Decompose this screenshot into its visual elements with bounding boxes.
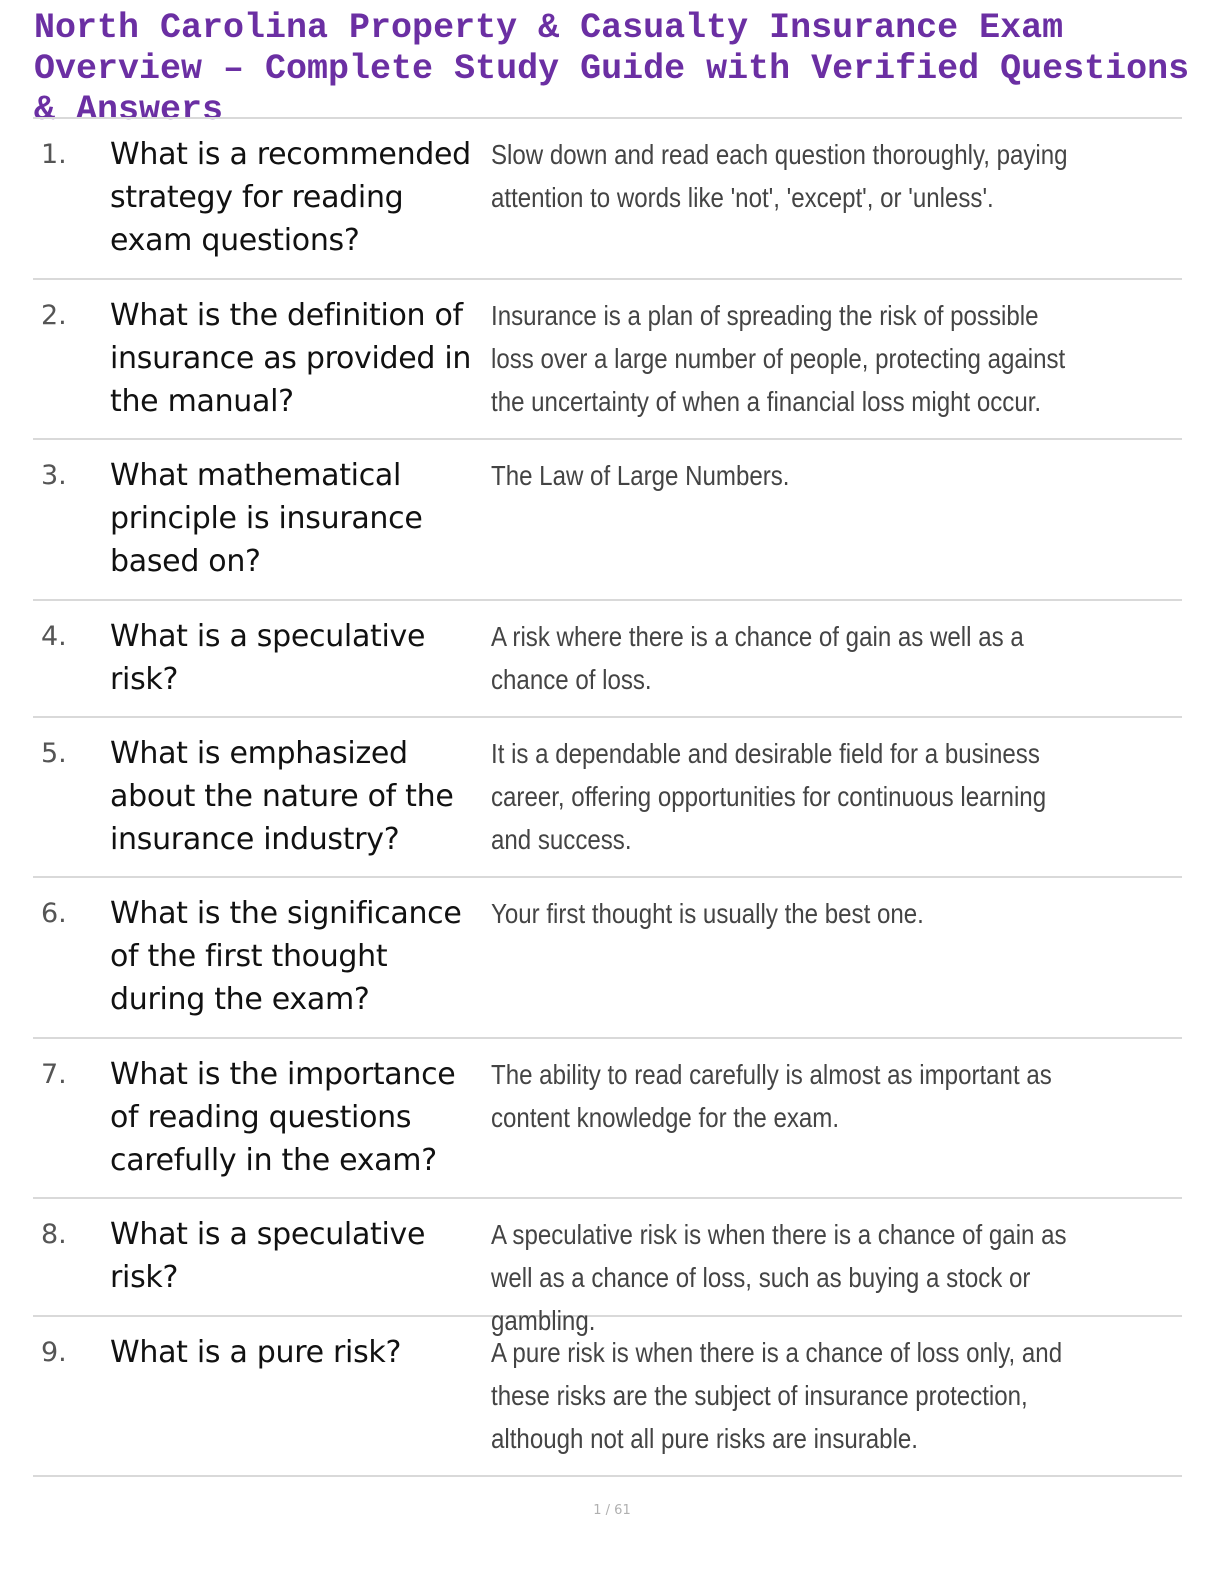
answer-text: Insurance is a plan of spreading the risk of possible loss over a large number of people, protecting against the uncertainty of when a financial loss might occur. [491,300,1066,417]
qa-item [33,601,1182,718]
question-text: What is a recommended strategy for reading exam questions? [110,137,471,258]
answer-text: Your first thought is usually the best one. [491,898,924,929]
question-text: What is emphasized about the nature of the insurance industry? [110,736,454,857]
qa-item [33,878,1182,1039]
question-number: 8. [41,1219,67,1250]
qa-item [33,1317,1182,1477]
qa-item [33,440,1182,601]
qa-item [33,718,1182,878]
question-text: What is a pure risk? [110,1335,402,1370]
question-number: 7. [41,1059,67,1090]
question-text: What mathematical principle is insurance based on? [110,458,423,579]
question-number: 9. [41,1337,67,1368]
question-text: What is the importance of reading questions carefully in the exam? [110,1057,456,1178]
qa-item [33,280,1182,440]
page-indicator: 1 / 61 [593,1503,631,1518]
question-text: What is a speculative risk? [110,1217,426,1295]
answer-text: It is a dependable and desirable field for a business career, offering opportunities for continuous learning and success. [491,738,1047,855]
question-number: 5. [41,738,67,769]
question-text: What is the definition of insurance as provided in the manual? [110,298,472,419]
answer-text: Slow down and read each question thoroughly, paying attention to words like 'not', 'except', or 'unless'. [491,139,1068,213]
answer-text: A risk where there is a chance of gain as well as a chance of loss. [491,621,1024,695]
qa-list [33,117,1182,1477]
question-number: 2. [41,300,67,331]
question-number: 1. [41,139,67,170]
qa-item [33,1199,1182,1336]
page-title: North Carolina Property & Casualty Insurance Exam Overview – Complete Study Guide with Verified Questions & Answers [34,8,1190,130]
question-number: 3. [41,460,67,491]
answer-text: A pure risk is when there is a chance of loss only, and these risks are the subject of insurance protection, although not all pure risks are insurable. [491,1337,1063,1454]
answer-text: A speculative risk is when there is a chance of gain as well as a chance of loss, such as buying a stock or gambling. [491,1219,1067,1336]
qa-item [33,1039,1182,1199]
question-text: What is the significance of the first thought during the exam? [110,896,462,1017]
answer-text: The Law of Large Numbers. [491,460,790,491]
question-text: What is a speculative risk? [110,619,426,697]
answer-text: The ability to read carefully is almost as important as content knowledge for the exam. [491,1059,1052,1133]
question-number: 6. [41,898,67,929]
qa-item [33,119,1182,280]
question-number: 4. [41,621,67,652]
